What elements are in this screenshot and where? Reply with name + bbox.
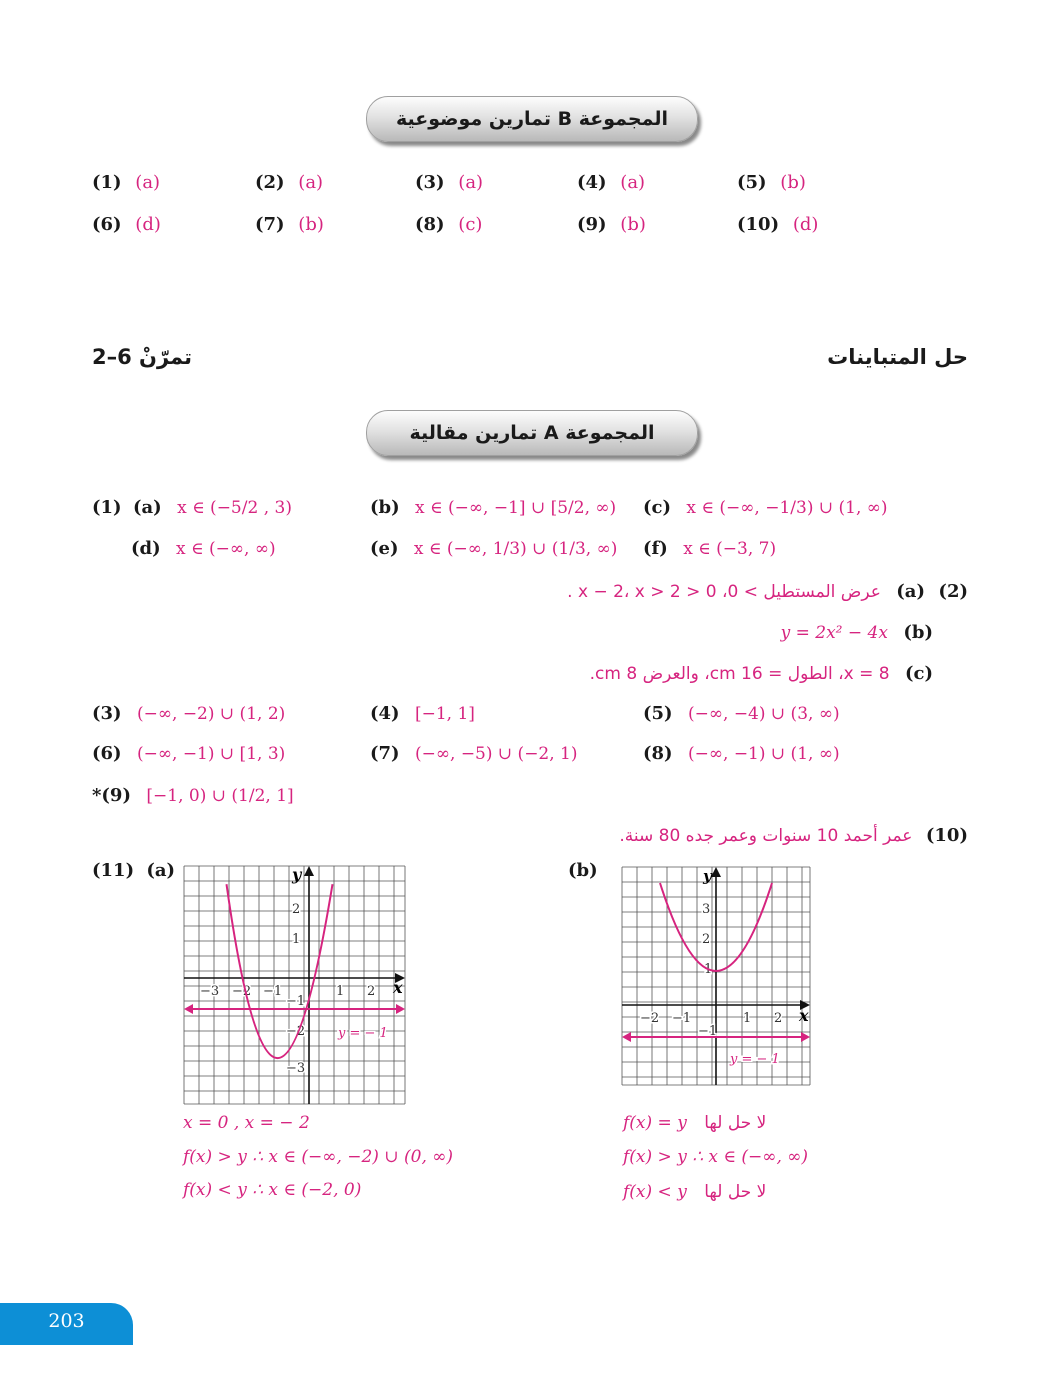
graph-b-result-1-math: f(x) = y xyxy=(623,1113,687,1133)
q5-answer: (−∞, −4) ∪ (3, ∞) xyxy=(687,704,840,724)
q6: (6) (−∞, −1) ∪ [1, 3) xyxy=(92,743,286,764)
tick-label: −2 xyxy=(640,1011,660,1026)
q8-answer: (−∞, −1) ∪ (1, ∞) xyxy=(687,744,840,764)
mc-answer: (5) (b) xyxy=(737,172,806,193)
graph-b-result-2: f(x) > y ∴ x ∈ (−∞, ∞) xyxy=(623,1147,809,1167)
graph-a-y-arrow xyxy=(304,866,314,876)
graph-b-line-arrow-right xyxy=(801,1032,810,1042)
mc-answer: (8) (c) xyxy=(415,214,483,235)
mc-answer: (7) (b) xyxy=(255,214,324,235)
tick-label: −1 xyxy=(286,994,306,1009)
q10-answer: عمر أحمد 10 سنوات وعمر جده 80 سنة. xyxy=(619,826,913,846)
graph-a-result-2: f(x) > y ∴ x ∈ (−∞, −2) ∪ (0, ∞) xyxy=(183,1147,454,1167)
q1-f: (f) x ∈ (−3, 7) xyxy=(643,538,777,559)
q4: (4) [−1, 1] xyxy=(370,703,475,724)
graph-a-result-3: f(x) < y ∴ x ∈ (−2, 0) xyxy=(183,1180,362,1200)
q1-e: (e) x ∈ (−∞, 1/3) ∪ (1/3, ∞) xyxy=(370,538,618,559)
q1-d-answer: x ∈ (−∞, ∞) xyxy=(176,539,276,559)
q9-answer: [−1, 0) ∪ (1/2, 1] xyxy=(146,786,294,806)
mc-answer: (2) (a) xyxy=(255,172,324,193)
graph-a-x-label: x xyxy=(393,978,403,997)
group-b-title: المجموعة B تمارين موضوعية xyxy=(396,108,668,130)
q4-answer: [−1, 1] xyxy=(414,704,475,724)
mc-answer: (1) (a) xyxy=(92,172,161,193)
graph-a-y-label: y xyxy=(292,865,302,884)
mc-answer: (10) (d) xyxy=(737,214,819,235)
graph-b-result-3-math: f(x) < y xyxy=(623,1182,687,1202)
q2-c: (c) x = 8، الطول = 16 cm، والعرض 8 cm. xyxy=(589,663,933,684)
q11-b-label: (b) xyxy=(568,860,598,881)
mc-answer: (4) (a) xyxy=(577,172,646,193)
group-a-title: المجموعة A تمارين مقالية xyxy=(409,422,655,444)
q1-b: (b) x ∈ (−∞, −1] ∪ [5/2, ∞) xyxy=(370,497,617,518)
q2-a: (2) (a) عرض المستطيل > 0، 0 < x − 2، x > 2 . xyxy=(567,581,968,602)
q7-answer: (−∞, −5) ∪ (−2, 1) xyxy=(414,744,578,764)
graph-b-result-1 xyxy=(623,1113,766,1133)
mc-answer: (3) (a) xyxy=(415,172,484,193)
graph-a-result-1: x = 0 , x = − 2 xyxy=(183,1113,310,1133)
q7: (7) (−∞, −5) ∪ (−2, 1) xyxy=(370,743,578,764)
graph-a-line-arrow-right xyxy=(396,1004,405,1014)
tick-label: −1 xyxy=(698,1024,718,1039)
q3: (3) (−∞, −2) ∪ (1, 2) xyxy=(92,703,286,724)
tick-label: 3 xyxy=(702,902,711,917)
tick-label: −3 xyxy=(200,984,220,999)
graph-b-x-label: x xyxy=(799,1006,809,1025)
graph-b-y-arrow xyxy=(711,867,721,877)
q2-c-answer: x = 8، الطول = 16 cm، والعرض 8 cm. xyxy=(589,664,890,684)
q2-b: (b) y = 2x² − 4x xyxy=(780,622,933,643)
q9: *(9) [−1, 0) ∪ (1/2, 1] xyxy=(92,785,294,806)
q1-c-answer: x ∈ (−∞, −1/3) ∪ (1, ∞) xyxy=(686,498,888,518)
section-title-left: تمرّنْ 6–2 xyxy=(92,345,193,369)
graph-b-line-label: y = − 1 xyxy=(730,1052,780,1067)
page-number: 203 xyxy=(0,1303,133,1345)
graph-a xyxy=(180,862,410,1107)
tick-label: −1 xyxy=(263,984,283,999)
graph-a-line-label: y = − 1 xyxy=(338,1026,388,1041)
tick-label: −2 xyxy=(232,984,252,999)
tick-label: 2 xyxy=(367,984,376,999)
tick-label: 1 xyxy=(704,962,713,977)
graph-b-result-1-text: لا حل لها xyxy=(704,1113,767,1133)
q1-d: (d) x ∈ (−∞, ∞) xyxy=(131,538,276,559)
graph-b-result-3-text: لا حل لها xyxy=(704,1182,767,1202)
q5: (5) (−∞, −4) ∪ (3, ∞) xyxy=(643,703,840,724)
q1-number: (1) xyxy=(92,497,122,518)
q1-b-answer: x ∈ (−∞, −1] ∪ [5/2, ∞) xyxy=(415,498,617,518)
tick-label: 1 xyxy=(336,984,345,999)
q10: (10) عمر أحمد 10 سنوات وعمر جده 80 سنة. xyxy=(619,825,968,846)
q1-e-answer: x ∈ (−∞, 1/3) ∪ (1/3, ∞) xyxy=(413,539,618,559)
q2-a-answer: عرض المستطيل > 0، 0 < x − 2، x > 2 . xyxy=(567,582,881,602)
graph-b-line-arrow-left xyxy=(622,1032,631,1042)
tick-label: 2 xyxy=(774,1011,783,1026)
q2-b-answer: y = 2x² − 4x xyxy=(780,623,888,643)
group-b-heading xyxy=(366,96,698,142)
graph-b-y-label: y xyxy=(703,867,712,885)
graph-b-result-3 xyxy=(623,1182,766,1202)
tick-label: 1 xyxy=(743,1011,752,1026)
tick-label: 2 xyxy=(292,902,301,917)
tick-label: −2 xyxy=(286,1024,306,1039)
q1-f-answer: x ∈ (−3, 7) xyxy=(683,539,777,559)
q1-c: (c) x ∈ (−∞, −1/3) ∪ (1, ∞) xyxy=(643,497,888,518)
mc-answer: (9) (b) xyxy=(577,214,646,235)
tick-label: 1 xyxy=(292,932,301,947)
mc-answer: (6) (d) xyxy=(92,214,161,235)
q1-a-label: (a) xyxy=(132,497,162,518)
q8: (8) (−∞, −1) ∪ (1, ∞) xyxy=(643,743,840,764)
q6-answer: (−∞, −1) ∪ [1, 3) xyxy=(136,744,286,764)
section-title-right: حل المتباينات xyxy=(827,345,968,369)
q3-answer: (−∞, −2) ∪ (1, 2) xyxy=(136,704,286,724)
graph-a-line-arrow-left xyxy=(184,1004,193,1014)
tick-label: −3 xyxy=(286,1061,306,1076)
q11-label: (11) (a) xyxy=(92,860,176,881)
q1-row-1 xyxy=(92,497,292,518)
graph-b xyxy=(618,863,814,1088)
tick-label: 2 xyxy=(702,932,711,947)
tick-label: −1 xyxy=(672,1011,692,1026)
q1-a-answer: x ∈ (−5/2 , 3) xyxy=(177,498,292,518)
group-a-heading xyxy=(366,410,698,456)
